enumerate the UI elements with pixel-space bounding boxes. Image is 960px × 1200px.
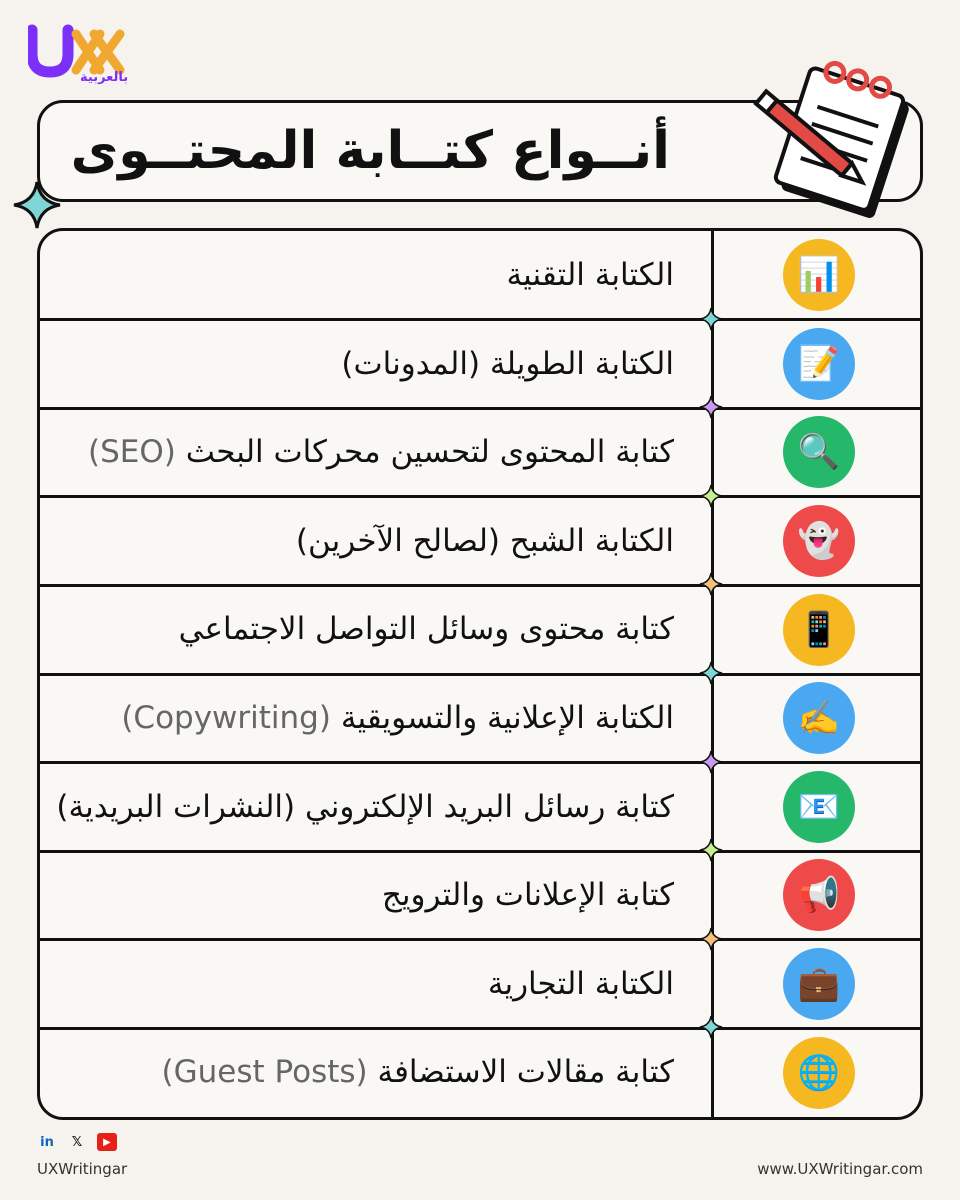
row-label-text: الكتابة الشبح (لصالح الآخرين) <box>295 522 674 559</box>
youtube-icon[interactable]: ▶ <box>97 1133 117 1151</box>
row-divider <box>40 938 920 941</box>
footer-website[interactable]: www.UXWritingar.com <box>757 1160 923 1178</box>
row-label <box>56 763 674 852</box>
table-row <box>40 940 920 1029</box>
row-label-text: كتابة مقالات الاستضافة <box>367 1054 674 1091</box>
megaphone-icon: 📢 <box>783 859 855 931</box>
globe-icon: 🌐 <box>783 1037 855 1109</box>
divider-sparkle-icon <box>699 307 723 331</box>
table-row <box>40 585 920 674</box>
ghost-icon: 👻 <box>783 505 855 577</box>
divider-sparkle-icon <box>699 927 723 951</box>
row-label-text: كتابة رسائل البريد الإلكتروني (النشرات البريدية) <box>56 788 674 825</box>
divider-sparkle-icon <box>699 395 723 419</box>
memo-icon: 📝 <box>783 328 855 400</box>
magnifier-icon: 🔍 <box>783 416 855 488</box>
footer-handle[interactable]: UXWritingar <box>37 1160 128 1178</box>
row-label <box>88 408 674 497</box>
bar-chart-icon: 📊 <box>783 239 855 311</box>
linkedin-icon[interactable]: in <box>40 1134 54 1150</box>
x-icon[interactable]: 𝕏 <box>71 1134 83 1150</box>
brand-logo[interactable] <box>28 24 138 94</box>
page-title: أنــواع كتــابة المحتــوى <box>70 121 670 181</box>
divider-sparkle-icon <box>699 484 723 508</box>
row-label-text: كتابة محتوى وسائل التواصل الاجتماعي <box>178 611 674 648</box>
row-label-text: كتابة المحتوى لتحسين محركات البحث <box>175 434 674 471</box>
row-label <box>488 940 674 1029</box>
row-label-text: الكتابة التجارية <box>487 965 674 1002</box>
row-label-text: الكتابة الإعلانية والتسويقية <box>330 700 674 736</box>
divider-sparkle-icon <box>699 750 723 774</box>
writing-hand-icon: ✍️ <box>783 682 855 754</box>
row-label-latin: (Copywriting) <box>121 700 331 736</box>
social-icons <box>37 1133 117 1151</box>
row-label-text: كتابة الإعلانات والترويج <box>381 877 674 914</box>
email-icon: 📧 <box>783 771 855 843</box>
phone-icon: 📱 <box>783 594 855 666</box>
row-label <box>296 497 674 586</box>
content-types-table <box>37 228 923 1120</box>
table-row <box>40 320 920 409</box>
row-label-latin: (SEO) <box>88 434 176 471</box>
table-row <box>40 763 920 852</box>
row-label <box>121 674 674 763</box>
row-label <box>162 1028 675 1117</box>
row-label-text: الكتابة الطويلة (المدونات) <box>341 345 674 382</box>
divider-sparkle-icon <box>699 661 723 685</box>
table-row <box>40 408 920 497</box>
row-label-latin: (Guest Posts) <box>161 1054 368 1091</box>
table-row <box>40 231 920 320</box>
divider-sparkle-icon <box>699 838 723 862</box>
row-label <box>179 585 674 674</box>
divider-sparkle-icon <box>699 572 723 596</box>
table-row <box>40 851 920 940</box>
briefcase-icon: 💼 <box>783 948 855 1020</box>
table-row <box>40 674 920 763</box>
row-label <box>506 231 674 320</box>
row-label-text: الكتابة التقنية <box>506 257 674 293</box>
table-row <box>40 1028 920 1117</box>
sparkle-icon <box>12 180 62 230</box>
logo-subtitle: بالعربية <box>80 70 129 85</box>
divider-sparkle-icon <box>699 1015 723 1039</box>
row-label <box>341 320 674 409</box>
row-label <box>382 851 674 940</box>
table-row <box>40 497 920 586</box>
notebook-pencil-icon <box>732 56 922 226</box>
